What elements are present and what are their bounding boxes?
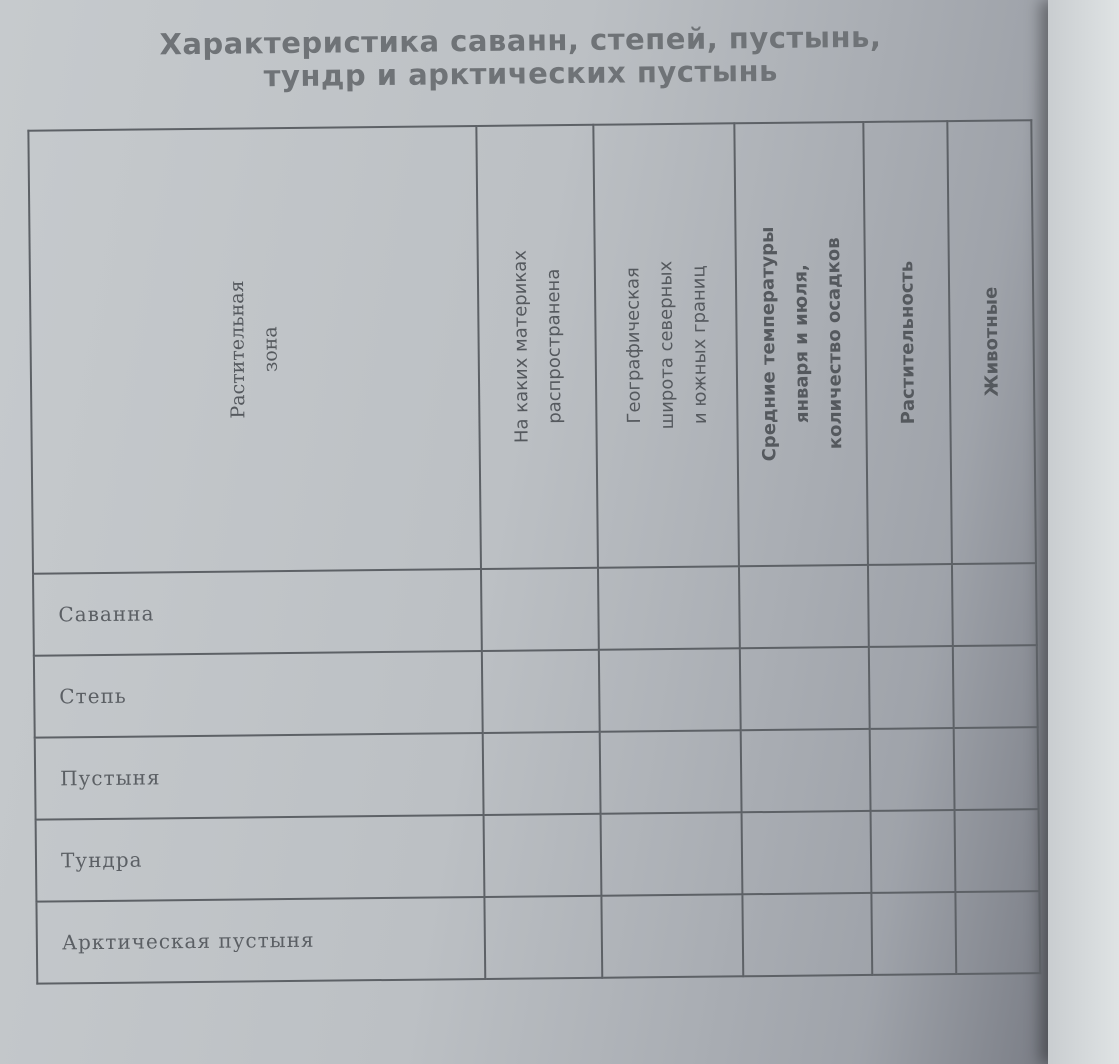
table-cell (599, 730, 742, 814)
table-cell (484, 814, 601, 897)
header-latitude-label: Географическая широта северных и южных границ (621, 260, 711, 430)
table-cell (868, 564, 953, 647)
header-climate (735, 122, 868, 566)
document-title (70, 20, 971, 95)
table-cell (483, 731, 600, 814)
zone-name: Саванна (33, 569, 482, 656)
table-cell (870, 728, 955, 811)
header-continents (477, 125, 598, 569)
table-cell (481, 567, 598, 650)
table-row (36, 809, 1040, 902)
table-cell (869, 646, 954, 729)
table-cell (739, 564, 868, 647)
header-latitude (593, 123, 739, 567)
zone-name: Степь (34, 651, 483, 738)
table-cell (871, 810, 956, 893)
table-cell (740, 647, 869, 730)
table-row (33, 563, 1037, 656)
header-climate-label: Средние температуры января и июля, количество осадков (756, 226, 846, 462)
table-cell (954, 727, 1039, 810)
table-row (34, 645, 1038, 738)
table-cell (953, 645, 1038, 728)
table-cell (742, 811, 871, 894)
table-cell (741, 729, 870, 812)
table-cell (599, 648, 742, 732)
table-cell (600, 812, 743, 896)
characteristics-table (27, 119, 1041, 984)
header-zone (28, 126, 481, 573)
table-row (35, 727, 1039, 820)
header-animals (947, 120, 1036, 563)
header-row (28, 120, 1036, 573)
table-cell (482, 649, 599, 732)
header-vegetation-label: Растительность (896, 260, 919, 425)
header-vegetation (863, 121, 952, 564)
header-animals-label: Животные (980, 286, 1003, 397)
table-cell (743, 893, 872, 976)
zone-name: Тундра (36, 815, 485, 902)
table-cell (871, 892, 956, 975)
table-cell (955, 891, 1040, 974)
table-cell (485, 896, 602, 979)
zone-name: Пустыня (35, 733, 484, 820)
header-zone-label: Растительная зона (226, 280, 283, 419)
header-continents-label: На каких материках распространена (509, 250, 566, 444)
table-row (36, 891, 1040, 984)
title-line-2: тундр и арктических пустынь (263, 53, 779, 94)
table-cell (601, 894, 744, 978)
zone-name: Арктическая пустыня (36, 897, 485, 984)
table-cell (955, 809, 1040, 892)
title-line-1: Характеристика саванн, степей, пустынь, (159, 19, 882, 62)
table-cell (952, 563, 1037, 646)
table-cell (598, 566, 741, 650)
